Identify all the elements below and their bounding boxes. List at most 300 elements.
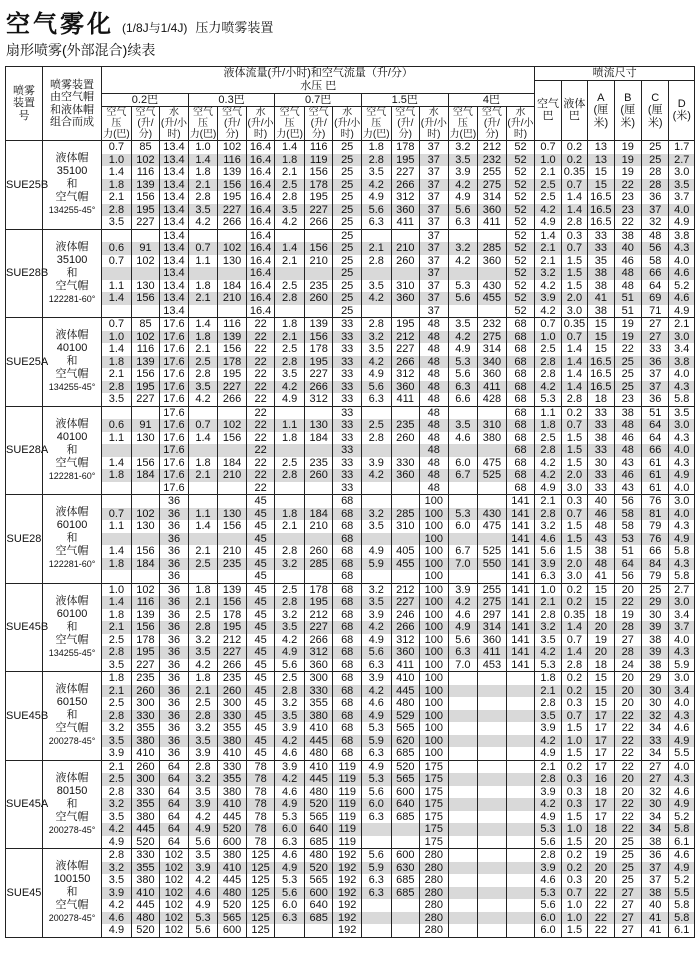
table-cell: 260	[304, 469, 333, 482]
table-cell: 25	[642, 141, 669, 154]
table-cell: 2.8	[275, 685, 305, 698]
table-cell: 184	[304, 432, 333, 445]
table-cell: 68	[333, 495, 362, 508]
table-cell: 48	[420, 356, 449, 369]
table-cell: 119	[304, 154, 333, 167]
table-cell: 175	[420, 773, 449, 786]
table-cell: 0.7	[102, 508, 132, 521]
table-cell: 130	[218, 508, 247, 521]
table-cell: 116	[304, 141, 333, 154]
table-cell: 102	[131, 154, 160, 167]
table-cell: 227	[304, 621, 333, 634]
table-cell: 36	[160, 659, 189, 672]
table-cell: 116	[218, 318, 247, 331]
desc-cell: 液体帽 80150 和 空气帽 200278-45°	[42, 760, 101, 849]
table-cell: 1.4	[102, 596, 132, 609]
header-pressure: 1.5巴	[361, 93, 448, 107]
table-cell: 52	[506, 179, 535, 192]
table-cell: 175	[420, 836, 449, 849]
table-cell: 141	[506, 596, 535, 609]
table-cell: 66	[642, 545, 669, 558]
table-cell: 19	[614, 318, 641, 331]
table-cell: 64	[642, 280, 669, 293]
table-cell: 3.8	[669, 229, 695, 242]
table-cell	[478, 406, 507, 419]
table-cell: 1.1	[275, 419, 305, 432]
table-cell: 156	[131, 368, 160, 381]
table-cell: 3.9	[535, 558, 561, 571]
table-cell: 310	[478, 419, 507, 432]
table-cell: 520	[131, 924, 160, 937]
table-cell: 20	[588, 621, 614, 634]
table-cell: 36	[160, 710, 189, 723]
table-cell: 18	[588, 786, 614, 799]
table-cell: 0.2	[561, 849, 587, 862]
table-cell: 0.3	[561, 697, 587, 710]
table-cell: 2.5	[535, 343, 561, 356]
table-cell: 78	[246, 798, 275, 811]
table-cell: 5.6	[535, 836, 561, 849]
table-cell: 184	[131, 558, 160, 571]
table-cell: 1.4	[102, 292, 132, 305]
table-cell: 0.35	[561, 166, 587, 179]
table-cell: 4.2	[275, 216, 305, 229]
table-cell	[506, 849, 535, 862]
table-cell: 3.4	[669, 343, 695, 356]
table-cell	[391, 229, 420, 242]
table-cell	[304, 495, 333, 508]
table-cell: 4.9	[448, 191, 478, 204]
table-cell: 16.4	[246, 292, 275, 305]
table-cell	[361, 406, 391, 419]
table-cell: 45	[246, 646, 275, 659]
table-row	[6, 899, 695, 912]
table-cell: 130	[131, 280, 160, 293]
table-cell: 4.9	[448, 621, 478, 634]
table-cell: 312	[391, 634, 420, 647]
table-cell: 2.5	[275, 179, 305, 192]
table-row	[6, 786, 695, 799]
table-cell	[448, 570, 478, 583]
table-cell: 4.2	[361, 292, 391, 305]
table-cell: 116	[131, 343, 160, 356]
table-cell: 0.3	[561, 798, 587, 811]
table-cell: 2.1	[102, 621, 132, 634]
table-cell: 0.6	[102, 242, 132, 255]
table-cell: 46	[588, 508, 614, 521]
table-cell: 266	[218, 393, 247, 406]
table-cell: 64	[642, 419, 669, 432]
table-cell: 13.4	[160, 166, 189, 179]
table-cell: 16.4	[246, 154, 275, 167]
table-cell	[506, 735, 535, 748]
table-cell	[391, 570, 420, 583]
table-row	[6, 318, 695, 331]
table-cell: 0.7	[188, 242, 218, 255]
table-cell: 3.5	[361, 596, 391, 609]
table-cell: 2.1	[275, 331, 305, 344]
table-cell	[218, 482, 247, 495]
table-cell: 68	[506, 482, 535, 495]
table-cell	[448, 899, 478, 912]
table-cell: 13.4	[160, 154, 189, 167]
table-cell: 3.4	[669, 609, 695, 622]
table-cell: 25	[333, 204, 362, 217]
table-cell: 212	[218, 634, 247, 647]
table-cell	[102, 305, 132, 318]
table-cell: 51	[642, 406, 669, 419]
table-cell: 4.9	[188, 899, 218, 912]
table-cell: 4.2	[535, 381, 561, 394]
table-cell: 48	[420, 343, 449, 356]
table-cell: 68	[506, 469, 535, 482]
table-cell: 17.6	[160, 432, 189, 445]
table-cell: 192	[333, 899, 362, 912]
table-cell: 125	[246, 862, 275, 875]
table-subtitle: 扇形喷雾(外部混合)续表	[6, 42, 156, 58]
table-cell: 4.6	[448, 432, 478, 445]
table-cell: 2.8	[275, 191, 305, 204]
table-cell: 4.9	[669, 735, 695, 748]
table-row	[6, 457, 695, 470]
table-cell: 66	[642, 444, 669, 457]
table-cell	[448, 874, 478, 887]
table-cell: 37	[642, 204, 669, 217]
table-cell	[478, 735, 507, 748]
table-cell: 19	[614, 141, 641, 154]
table-cell: 2.1	[102, 191, 132, 204]
table-cell: 4.0	[669, 760, 695, 773]
table-cell: 640	[391, 798, 420, 811]
table-cell: 4.9	[188, 823, 218, 836]
table-cell: 16.4	[246, 216, 275, 229]
table-cell: 565	[304, 874, 333, 887]
table-cell: 36	[160, 735, 189, 748]
table-cell: 102	[160, 899, 189, 912]
table-cell: 45	[246, 570, 275, 583]
table-cell: 184	[304, 508, 333, 521]
table-cell: 3.9	[188, 747, 218, 760]
table-row	[6, 887, 695, 900]
table-cell	[361, 444, 391, 457]
table-cell: 36	[642, 849, 669, 862]
table-cell: 1.5	[561, 836, 587, 849]
table-cell: 5.6	[188, 836, 218, 849]
table-cell: 25	[333, 267, 362, 280]
table-cell: 36	[160, 685, 189, 698]
table-cell: 360	[304, 659, 333, 672]
table-cell: 4.9	[361, 634, 391, 647]
table-cell: 3.5	[188, 204, 218, 217]
table-cell: 25	[614, 862, 641, 875]
table-cell: 4.6	[535, 533, 561, 546]
table-cell	[304, 305, 333, 318]
table-cell: 48	[420, 457, 449, 470]
table-cell: 28	[614, 646, 641, 659]
table-cell: 48	[420, 381, 449, 394]
table-cell	[361, 924, 391, 937]
table-cell: 17.6	[160, 381, 189, 394]
table-cell: 175	[420, 811, 449, 824]
table-cell: 4.2	[361, 621, 391, 634]
table-cell: 192	[333, 849, 362, 862]
table-cell: 22	[246, 381, 275, 394]
table-cell: 69	[642, 292, 669, 305]
table-cell: 1.8	[535, 419, 561, 432]
table-cell: 6.7	[448, 545, 478, 558]
table-cell: 195	[391, 154, 420, 167]
table-cell: 4.3	[669, 646, 695, 659]
table-cell: 3.5	[102, 659, 132, 672]
table-cell	[391, 899, 420, 912]
table-cell: 195	[218, 621, 247, 634]
table-row	[6, 735, 695, 748]
table-row	[6, 242, 695, 255]
table-cell: 25	[614, 356, 641, 369]
table-cell: 3.2	[275, 609, 305, 622]
desc-cell: 液体帽 60100 和 空气帽 122281-60°	[42, 495, 101, 584]
table-cell: 480	[391, 697, 420, 710]
table-cell: 15	[588, 583, 614, 596]
table-cell: 1.5	[561, 722, 587, 735]
table-cell: 0.2	[561, 672, 587, 685]
header-pressure: 0.3巴	[188, 93, 275, 107]
table-cell	[304, 444, 333, 457]
table-cell	[102, 482, 132, 495]
table-cell: 45	[246, 508, 275, 521]
table-cell: 3.9	[102, 887, 132, 900]
table-cell: 6.3	[275, 912, 305, 925]
table-cell: 0.2	[561, 141, 587, 154]
table-cell: 312	[304, 646, 333, 659]
table-cell: 5.3	[535, 823, 561, 836]
header-sub-col: 空气压 力(巴)	[103, 107, 130, 140]
table-cell: 0.7	[561, 419, 587, 432]
table-cell	[131, 495, 160, 508]
table-cell: 19	[588, 634, 614, 647]
table-cell: 2.8	[275, 356, 305, 369]
table-cell: 6.0	[535, 912, 561, 925]
table-cell: 2.5	[188, 356, 218, 369]
table-cell: 68	[333, 634, 362, 647]
table-cell: 23	[614, 191, 641, 204]
table-cell: 360	[391, 292, 420, 305]
table-cell: 2.1	[535, 760, 561, 773]
table-cell: 3.5	[188, 786, 218, 799]
table-cell: 3.9	[275, 760, 305, 773]
table-cell: 68	[506, 444, 535, 457]
table-cell	[478, 786, 507, 799]
table-cell: 130	[218, 255, 247, 268]
table-cell: 1.8	[361, 141, 391, 154]
table-cell: 46	[614, 255, 641, 268]
table-cell	[131, 406, 160, 419]
table-cell: 4.0	[669, 255, 695, 268]
table-cell: 0.7	[561, 710, 587, 723]
table-cell: 25	[333, 141, 362, 154]
table-cell: 38	[614, 406, 641, 419]
table-cell: 32	[642, 710, 669, 723]
table-cell	[478, 798, 507, 811]
table-cell: 227	[304, 368, 333, 381]
table-cell: 6.1	[669, 836, 695, 849]
table-row	[6, 393, 695, 406]
table-cell: 1.0	[188, 141, 218, 154]
table-cell: 355	[218, 722, 247, 735]
table-cell: 4.9	[102, 836, 132, 849]
table-cell: 5.6	[448, 204, 478, 217]
table-cell: 17.6	[160, 406, 189, 419]
table-cell: 1.4	[102, 545, 132, 558]
table-cell: 3.2	[535, 267, 561, 280]
table-cell: 35	[588, 255, 614, 268]
table-cell: 4.2	[361, 356, 391, 369]
table-cell: 22	[588, 912, 614, 925]
table-cell	[448, 710, 478, 723]
table-cell: 192	[333, 887, 362, 900]
table-cell	[478, 305, 507, 318]
table-cell: 5.6	[361, 786, 391, 799]
table-cell: 0.7	[188, 419, 218, 432]
header-pressure: 0.2巴	[102, 93, 189, 107]
table-cell: 33	[333, 444, 362, 457]
table-cell: 79	[642, 570, 669, 583]
table-cell: 16.5	[588, 368, 614, 381]
table-cell: 0.2	[561, 685, 587, 698]
table-cell: 68	[333, 747, 362, 760]
table-cell: 232	[478, 154, 507, 167]
table-cell: 6.3	[361, 747, 391, 760]
table-cell: 139	[131, 356, 160, 369]
header-sub-col: 水 (升/小时)	[420, 107, 447, 140]
table-cell	[448, 482, 478, 495]
table-cell: 285	[478, 242, 507, 255]
table-cell: 15	[588, 596, 614, 609]
table-cell: 3.7	[669, 191, 695, 204]
table-cell: 2.5	[102, 697, 132, 710]
table-cell: 68	[333, 520, 362, 533]
table-cell: 2.1	[535, 166, 561, 179]
table-cell: 2.5	[188, 609, 218, 622]
table-cell	[478, 924, 507, 937]
table-cell: 16.4	[246, 204, 275, 217]
table-cell: 4.9	[275, 862, 305, 875]
table-cell: 48	[614, 444, 641, 457]
table-cell: 4.9	[535, 811, 561, 824]
table-cell: 280	[420, 862, 449, 875]
table-cell: 2.5	[102, 773, 132, 786]
table-cell: 141	[506, 621, 535, 634]
table-cell: 15	[588, 672, 614, 685]
table-cell: 3.2	[188, 773, 218, 786]
table-cell: 480	[131, 912, 160, 925]
table-cell	[478, 760, 507, 773]
table-cell: 20	[588, 646, 614, 659]
table-cell: 314	[478, 621, 507, 634]
table-cell: 68	[333, 596, 362, 609]
table-cell: 22	[246, 469, 275, 482]
table-cell	[478, 570, 507, 583]
table-cell: 475	[478, 457, 507, 470]
table-cell: 314	[478, 343, 507, 356]
table-cell: 22	[614, 710, 641, 723]
table-cell: 141	[506, 646, 535, 659]
table-cell: 48	[420, 444, 449, 457]
table-cell: 51	[614, 292, 641, 305]
table-cell: 0.7	[561, 887, 587, 900]
table-cell: 52	[506, 255, 535, 268]
table-row	[6, 229, 695, 242]
table-cell: 100	[420, 495, 449, 508]
table-cell: 45	[246, 659, 275, 672]
table-cell: 38	[588, 280, 614, 293]
table-cell: 116	[131, 596, 160, 609]
table-cell: 266	[304, 216, 333, 229]
table-cell: 38	[588, 305, 614, 318]
table-cell: 78	[246, 760, 275, 773]
table-row	[6, 646, 695, 659]
table-cell: 5.2	[669, 280, 695, 293]
table-cell	[275, 570, 305, 583]
table-cell: 1.8	[188, 280, 218, 293]
table-cell: 16.4	[246, 305, 275, 318]
table-cell: 27	[642, 318, 669, 331]
header-sub-col: 水 (升/小时)	[247, 107, 274, 140]
table-cell: 100	[420, 596, 449, 609]
table-cell: 184	[218, 280, 247, 293]
table-cell: 13.4	[160, 292, 189, 305]
table-cell: 4.2	[188, 216, 218, 229]
table-cell: 2.8	[361, 432, 391, 445]
table-cell: 4.9	[361, 368, 391, 381]
table-cell: 22	[246, 432, 275, 445]
table-cell: 2.5	[188, 697, 218, 710]
table-cell	[361, 229, 391, 242]
table-cell: 3.5	[361, 343, 391, 356]
table-cell: 68	[506, 406, 535, 419]
table-cell: 17	[588, 747, 614, 760]
table-cell: 4.9	[669, 305, 695, 318]
table-cell: 445	[304, 773, 333, 786]
table-cell: 20	[588, 836, 614, 849]
table-cell: 195	[218, 191, 247, 204]
table-cell: 17	[588, 811, 614, 824]
table-cell: 141	[506, 659, 535, 672]
table-cell: 17	[588, 710, 614, 723]
table-cell: 1.0	[535, 331, 561, 344]
table-cell: 3.2	[361, 508, 391, 521]
table-cell: 260	[131, 760, 160, 773]
table-cell: 37	[642, 381, 669, 394]
table-cell: 125	[246, 849, 275, 862]
table-cell: 300	[218, 697, 247, 710]
table-cell: 380	[131, 811, 160, 824]
table-cell: 2.1	[188, 343, 218, 356]
table-cell: 260	[391, 432, 420, 445]
table-cell: 4.6	[188, 887, 218, 900]
table-cell: 17.6	[160, 331, 189, 344]
table-cell: 4.9	[361, 545, 391, 558]
table-cell: 5.3	[275, 811, 305, 824]
table-cell	[478, 685, 507, 698]
table-cell: 130	[131, 520, 160, 533]
table-cell: 156	[131, 457, 160, 470]
table-cell: 360	[478, 634, 507, 647]
table-row	[6, 823, 695, 836]
table-cell: 30	[642, 697, 669, 710]
table-cell: 2.1	[669, 318, 695, 331]
table-cell: 100	[420, 570, 449, 583]
